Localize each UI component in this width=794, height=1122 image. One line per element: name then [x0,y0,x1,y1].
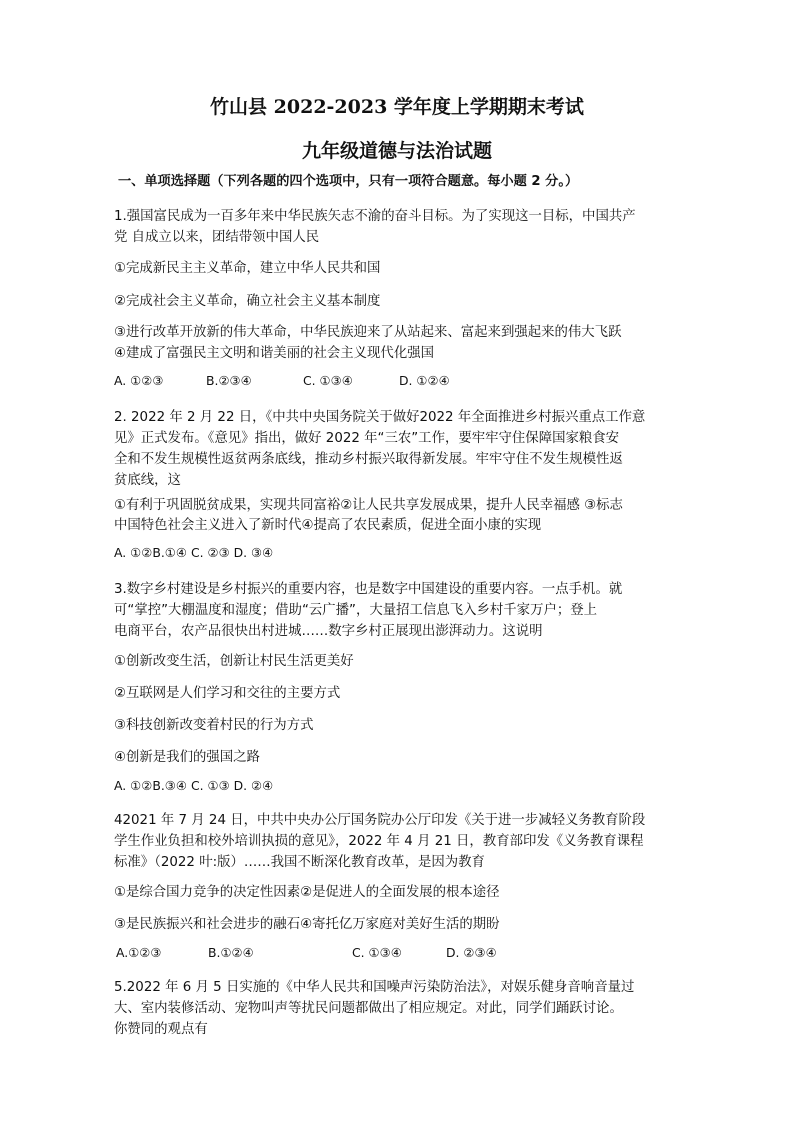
q4-stem-line-1: 42021 年 7 月 24 日，中共中央办公厅国务院办公厅印发《关于进一步减轻义务教育阶段 [114,813,646,828]
q3-stem-line-1: 3.数字乡村建设是乡村振兴的重要内容，也是数字中国建设的重要内容。一点手机。就 [114,582,623,597]
q3-stem-line-2: 可“掌控”大棚温度和湿度；借助“云广播”，大量招工信息飞入乡村千家万户；登上 [114,603,598,618]
section-heading: 一、单项选择题（下列各题的四个选项中，只有一项符合题意。每小题 2 分。） [118,174,579,189]
q1-item-2: ②完成社会主义革命，确立社会主义基本制度 [114,294,381,309]
q2-stem-line-4: 贫底线，这 [114,473,181,488]
q4-option-c[interactable]: C. ①③④ [352,945,402,960]
q2-stem-line-3: 全和不发生规模性返贫两条底线，推动乡村振兴取得新发展。牢牢守住不发生规模性返 [114,452,623,467]
q4-item-1: ①是综合国力竞争的决定性因素②是促进人的全面发展的根本途径 [114,885,500,900]
q2-item-1: ①有利于巩固脱贫成果，实现共同富裕②让人民共享发展成果，提升人民幸福感 ③标志 [114,498,623,513]
q1-option-b[interactable]: B.②③④ [206,373,252,388]
q3-item-4: ④创新是我们的强国之路 [114,750,260,765]
q1-options [114,373,450,388]
q1-item-1: ①完成新民主主义革命，建立中华人民共和国 [114,261,381,276]
q1-stem-line-1: 1.强国富民成为一百多年来中华民族矢志不渝的奋斗目标。为了实现这一目标，中国共产 [114,209,636,224]
q4-option-d[interactable]: D. ②③④ [446,945,497,960]
q1-option-d[interactable]: D. ①②④ [399,373,450,388]
q1-item-3: ③进行改革开放新的伟大革命，中华民族迎来了从站起来、富起来到强起来的伟大飞跃 [114,325,622,340]
q3-item-3: ③科技创新改变着村民的行为方式 [114,718,314,733]
q3-item-1: ①创新改变生活，创新让村民生活更美好 [114,654,354,669]
exam-subtitle: 九年级道德与法治试题 [301,140,492,162]
q2-item-2: 中国特色社会主义进入了新时代④提高了农民素质，促进全面小康的实现 [114,518,542,533]
q3-stem-line-3: 电商平台，农产品很快出村进城……数字乡村正展现出澎湃动力。这说明 [114,624,543,639]
exam-title: 竹山县 2022-2023 学年度上学期期末考试 [210,96,584,118]
q4-option-b[interactable]: B.①②④ [208,945,254,960]
q2-stem-line-2: 见》正式发布。《意见》指出，做好 2022 年“三农”工作，要牢牢守住保障国家粮食安 [114,431,620,446]
q4-options [116,945,497,960]
q1-stem-line-2: 党 自成立以来，团结带领中国人民 [114,230,320,245]
q5-stem-line-3: 你赞同的观点有 [114,1022,208,1037]
q3-options[interactable]: A. ①②B.③④ C. ①③ D. ②④ [114,778,274,793]
q3-item-2: ②互联网是人们学习和交往的主要方式 [114,686,341,701]
q4-item-2: ③是民族振兴和社会进步的融石④寄托亿万家庭对美好生活的期盼 [114,917,500,932]
q5-stem-line-1: 5.2022 年 6 月 5 日实施的《中华人民共和国噪声污染防治法》，对娱乐健身音响音量过 [114,980,635,995]
q1-option-c[interactable]: C. ①③④ [303,373,353,388]
q5-stem-line-2: 大、室内装修活动、宠物叫声等扰民问题都做出了相应规定。对此，同学们踊跃讨论。 [114,1001,623,1016]
q4-stem-line-3: 标准》（2022 叶:版）……我国不断深化教育改革，是因为教育 [114,855,485,870]
q2-options[interactable]: A. ①②B.①④ C. ②③ D. ③④ [114,545,274,560]
q1-item-4: ④建成了富强民主文明和谐美丽的社会主义现代化强国 [114,346,434,361]
q1-option-a[interactable]: A. ①②③ [114,373,164,388]
q4-stem-line-2: 学生作业负担和校外培训执损的意见》，2022 年 4 月 21 日，教育部印发《义务教育课程 [114,834,644,849]
q2-stem-line-1: 2. 2022 年 2 月 22 日，《中共中央国务院关于做好2022 年全面推进乡村振兴重点工作意 [114,410,646,425]
q4-option-a[interactable]: A.①②③ [116,945,162,960]
